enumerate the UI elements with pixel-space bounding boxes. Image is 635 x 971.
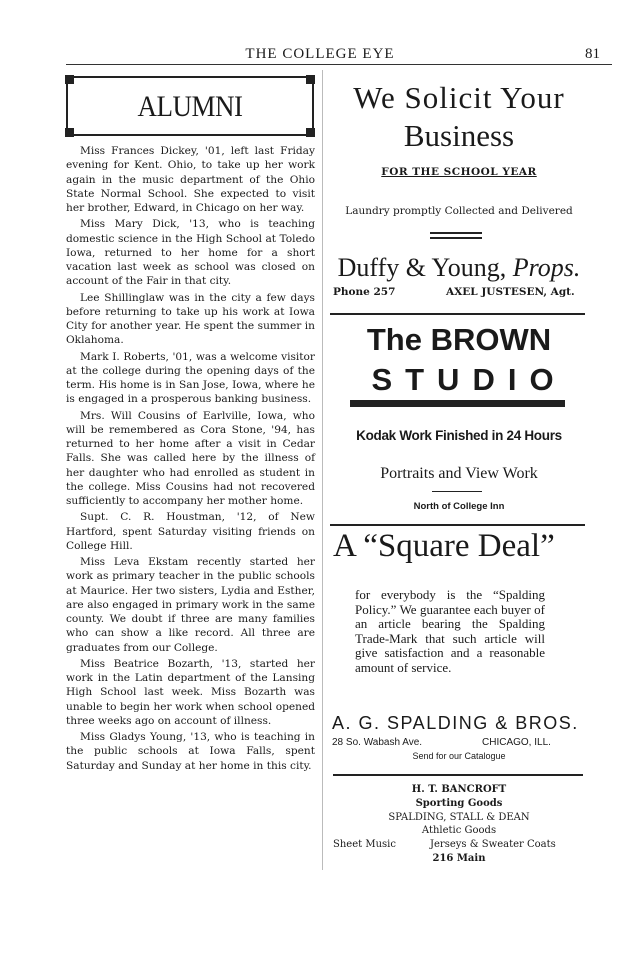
spalding-address: 28 So. Wabash Ave. [332,737,423,748]
spalding-catalogue: Send for our Catalogue [412,751,506,761]
alumni-item: Miss Gladys Young, '13, who is teaching in the public schools at Iowa Falls, spent Saturday and Sunday at her home in this city. [66,731,315,772]
corner-ornament-icon [306,128,315,137]
laundry-agent: AXEL JUSTESEN, Agt. [446,286,575,298]
double-rule [430,232,482,234]
laundry-headline: We Solicit Your [353,80,565,115]
alumni-item: Supt. C. R. Houstman, '12, of New Hartford, spent Saturday visiting friends on College Hill. [66,511,315,552]
alumni-item: Miss Mary Dick, '13, who is teaching domestic science in the High School at Toledo Iowa, returned to her home for a short vacation last week as school was closed on account of the Fair in that city. [66,218,315,288]
spalding-firm: A. G. SPALDING & BROS. [332,713,579,733]
props-label: Props. [512,253,581,282]
alumni-item: Miss Frances Dickey, '01, left last Friday evening for Kent. Ohio, to take up her work again in the music department of the Ohio State Normal School. She expected to visit her brother, Edward, in Chicago on her way. [66,145,315,214]
publication-title: THE COLLEGE EYE [245,46,395,62]
alumni-column [66,144,315,775]
bancroft-line1: Sporting Goods [415,798,503,809]
spalding-city: CHICAGO, ILL. [482,737,551,748]
studio-headline: The BROWN [366,322,552,357]
corner-ornament-icon [65,75,74,84]
alumni-item: Miss Beatrice Bozarth, '13, started her work in the Latin department of the Lansing High School last week. Miss Bozarth was unable to begin her work when school opened three weeks ago on account of illness. [66,657,315,727]
alumni-heading: ALUMNI [137,88,243,122]
column-divider [322,70,323,870]
bancroft-right: Jerseys & Sweater Coats [430,839,556,850]
laundry-phone: Phone 257 [333,286,396,298]
studio-name: STUDIO [371,362,567,397]
double-rule [430,237,482,239]
bancroft-left: Sheet Music [333,839,396,850]
alumni-item: Mrs. Will Cousins of Earlville, Iowa, who will be remembered as Cora Stone, '94, has returned to her home after a visit in Cedar Falls. She was called here by the illness of her daughter who had enrolled as student in the college. Miss Cousins had not recovered sufficiently to accompany her mother home. [66,409,315,507]
ad-separator [330,524,585,526]
alumni-heading-box [66,76,314,136]
alumni-item: Miss Leva Ekstam recently started her work as primary teacher in the public schools at Maurice. Her two sisters, Lydia and Esther, are also engaged in primary work in the same county. We doubt if three are many families who can show a like record. All three are graduates from our College. [66,556,315,654]
bancroft-line2: SPALDING, STALL & DEAN [388,812,530,823]
alumni-item: Lee Shillinglaw was in the city a few days before returning to take up his work at Iowa City for another year. He spent the summer in Oklahoma. [66,291,315,347]
laundry-text: Laundry promptly Collected and Delivered [345,205,573,217]
laundry-firm [330,253,588,283]
spalding-headline: A “Square Deal” [333,528,555,564]
bancroft-name: H. T. BANCROFT [411,784,507,795]
bancroft-line3: Athletic Goods [421,825,497,836]
studio-location: North of College Inn [413,501,505,512]
studio-bar [350,400,565,407]
corner-ornament-icon [65,128,74,137]
spalding-body: for everybody is the “Spalding Policy.” We guarantee each buyer of an article bearing the Spalding Trade-Mark that such article will give satisfaction and a reasonable amount of service. [355,587,545,675]
corner-ornament-icon [306,75,315,84]
laundry-subhead: FOR THE SCHOOL YEAR [381,166,537,178]
bancroft-address: 216 Main [432,853,486,864]
header-rule [66,64,612,65]
laundry-headline-2: Business [403,118,515,153]
ad-separator [333,774,583,776]
firm-name: Duffy & Young, [337,253,507,282]
studio-portraits: Portraits and View Work [380,465,538,482]
ad-separator [330,313,585,315]
alumni-item: Mark I. Roberts, '01, was a welcome visitor at the college during the opening days of the term. His home is in San Jose, Iowa, where he is engaged in a prosperous banking business. [66,350,315,406]
short-rule [432,491,482,492]
studio-kodak: Kodak Work Finished in 24 Hours [356,428,562,443]
page-number: 81 [585,46,600,62]
